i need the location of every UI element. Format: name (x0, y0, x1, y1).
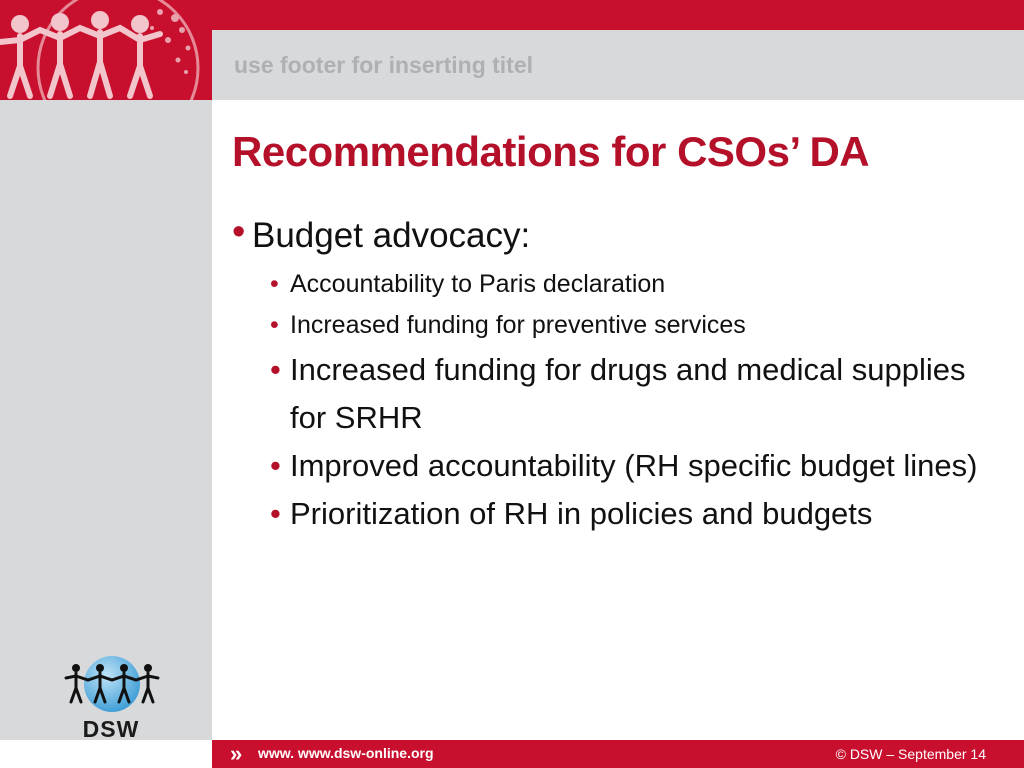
header-band (212, 0, 1024, 100)
bullet-dot-icon: • (270, 352, 281, 387)
subbullet-item (270, 305, 992, 346)
footer-placeholder-text: use footer for inserting titel (234, 52, 534, 78)
subbullet-item (270, 346, 992, 442)
chevron-double-right-icon: » (230, 741, 243, 766)
bullet-item (232, 212, 992, 260)
bullet-dot-icon: • (232, 211, 246, 253)
bullet-list (232, 212, 992, 538)
subbullet-text: Increased funding for drugs and medical supplies for SRHR (290, 352, 966, 435)
bullet-dot-icon: • (270, 496, 281, 531)
subbullet-text: Accountability to Paris declaration (290, 270, 666, 298)
subbullet-item (270, 264, 992, 305)
people-globe-icon (0, 0, 212, 100)
copyright-text: © DSW – September 14 (835, 746, 986, 762)
subbullet-list (232, 264, 992, 538)
left-sidebar (0, 100, 212, 740)
subbullet-text: Improved accountability (RH specific budget lines) (290, 448, 978, 483)
slide-title: Recommendations for CSOs’ DA (232, 128, 870, 175)
bullet-dot-icon: • (270, 448, 281, 483)
footer-bar (212, 740, 1024, 768)
header-logo-banner (0, 0, 212, 100)
subbullet-item (270, 490, 992, 538)
subbullet-item (270, 442, 992, 490)
bullet-dot-icon: • (270, 270, 279, 298)
subbullet-text: Increased funding for preventive services (290, 311, 746, 339)
dsw-logo-text: DSW (82, 716, 140, 742)
website-link[interactable]: www. www.dsw-online.org (258, 745, 434, 761)
bullet-dot-icon: • (270, 311, 279, 339)
bullet-text: Budget advocacy: (252, 216, 531, 255)
subbullet-text: Prioritization of RH in policies and budgets (290, 496, 873, 531)
